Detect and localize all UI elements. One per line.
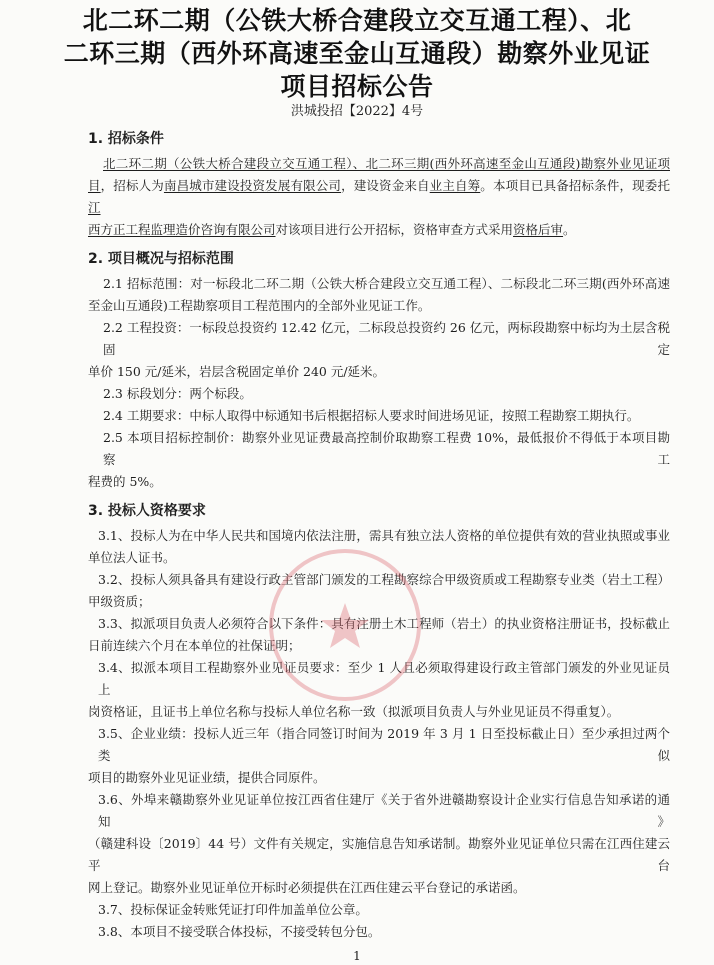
paragraph — [88, 657, 670, 723]
section-heading: 3. 投标人资格要求 — [88, 503, 206, 519]
text-line: 岗资格证，且证书上单位名称与投标人单位名称一致（拟派项目负责人与外业见证员不得重复）。 — [88, 704, 620, 719]
underlined-text: 西方正工程监理造价咨询有限公司 — [88, 222, 276, 237]
underlined-text: 资格后审 — [513, 222, 564, 237]
text-line — [88, 175, 670, 219]
underlined-text: 目 — [88, 178, 101, 193]
paragraph — [88, 317, 670, 383]
text-line: 日前连续六个月在本单位的社保证明； — [88, 638, 301, 653]
underlined-text: 南昌城市建设投资发展有限公司 — [163, 178, 342, 193]
section-3-body — [88, 525, 670, 943]
text-line: 2.3 标段划分：两个标段。 — [103, 386, 252, 401]
paragraph — [88, 405, 670, 427]
text-line: 3.3、拟派项目负责人必须符合以下条件：具有注册土木工程师（岩土）的执业资格注册证书，投标截止 — [98, 616, 670, 631]
paragraph — [88, 383, 670, 405]
paragraph — [88, 525, 670, 569]
text-line: 3.6、外埠来赣勘察外业见证单位按江西省住建厅《关于省外进赣勘察设计企业实行信息告知承诺的通知》 — [98, 792, 670, 829]
title-line: 北二环二期（公铁大桥合建段立交互通工程）、北 — [82, 6, 632, 35]
paragraph — [88, 789, 670, 899]
text-line: 3.8、本项目不接受联合体投标，不接受转包分包。 — [98, 924, 381, 939]
text-segment: 。本项目已具备招标条件，现委托 — [480, 178, 670, 193]
paragraph — [88, 899, 670, 921]
section-2-body — [88, 273, 670, 493]
text-line: 2.4 工期要求：中标人取得中标通知书后根据招标人要求时间进场见证，按照工程勘察工期执行。 — [103, 408, 640, 423]
text-line: 甲级资质； — [88, 594, 151, 609]
title-line: 二环三期（西外环高速至金山互通段）勘察外业见证 — [63, 39, 651, 68]
paragraph — [88, 569, 670, 613]
paragraph — [88, 613, 670, 657]
section-heading: 2. 项目概况与招标范围 — [88, 251, 234, 267]
text-segment: 。 — [563, 222, 576, 237]
text-line: 单位法人证书。 — [88, 550, 176, 565]
document-number: 洪城投招【2022】4号 — [290, 104, 424, 119]
text-line: 至金山互通段)工程勘察项目工程范围内的全部外业见证工作。 — [88, 298, 431, 313]
paragraph — [88, 921, 670, 943]
title-line: 项目招标公告 — [280, 72, 434, 101]
paragraph — [88, 427, 670, 493]
text-segment: ，招标人为 — [100, 178, 164, 193]
text-line: 网上登记。勘察外业见证单位开标时必须提供在江西住建云平台登记的承诺函。 — [88, 880, 526, 895]
text-line: 2.1 招标范围：对一标段北二环二期（公铁大桥合建段立交互通工程）、二标段北二环三期(西外环高速 — [103, 276, 670, 291]
text-segment: 对该项目进行公开招标，资格审查方式采用 — [275, 222, 514, 237]
underlined-text: 北二环二期（公铁大桥合建段立交互通工程）、北二环三期(西外环高速至金山互通段)勘察外业见证项 — [103, 156, 670, 171]
text-line: 单价 150 元/延米，岩层含税固定单价 240 元/延米。 — [88, 364, 386, 379]
text-line: 2.5 本项目招标控制价：勘察外业见证费最高控制价取勘察工程费 10%，最低报价不得低于本项目勘察工 — [103, 430, 670, 467]
text-segment: ，建设资金来自 — [341, 178, 430, 193]
page-number: 1 — [353, 949, 361, 963]
section-1-body — [88, 153, 670, 241]
text-line — [88, 153, 670, 175]
text-line: 2.2 工程投资：一标段总投资约 12.42 亿元，二标段总投资约 26 亿元，两标段勘察中标均为土层含税固定 — [103, 320, 670, 357]
underlined-text: 业主自筹 — [429, 178, 481, 193]
section-heading: 1. 招标条件 — [88, 131, 164, 147]
text-line: 项目的勘察外业见证业绩，提供合同原件。 — [88, 770, 326, 785]
document-title — [0, 4, 714, 103]
underlined-text: 江 — [88, 200, 101, 215]
paragraph — [88, 723, 670, 789]
text-line: 3.2、投标人须具备具有建设行政主管部门颁发的工程勘察综合甲级资质或工程勘察专业类（岩土工程） — [98, 572, 670, 587]
text-line: 程费的 5%。 — [88, 474, 162, 489]
text-line: （赣建科设〔2019〕44 号）文件有关规定，实施信息告知承诺制。勘察外业见证单位只需在江西住建云平台 — [88, 836, 670, 873]
text-line: 3.5、企业业绩：投标人近三年（指合同签订时间为 2019 年 3 月 1 日至投标截止日）至少承担过两个类似 — [98, 726, 670, 763]
text-line: 3.4、拟派本项目工程勘察外业见证员要求：至少 1 人且必须取得建设行政主管部门颁发的外业见证员上 — [98, 660, 670, 697]
paragraph — [88, 273, 670, 317]
text-line: 3.7、投标保证金转账凭证打印件加盖单位公章。 — [98, 902, 368, 917]
text-line: 3.1、投标人为在中华人民共和国境内依法注册，需具有独立法人资格的单位提供有效的营业执照或事业 — [98, 528, 670, 543]
text-line — [88, 219, 670, 241]
